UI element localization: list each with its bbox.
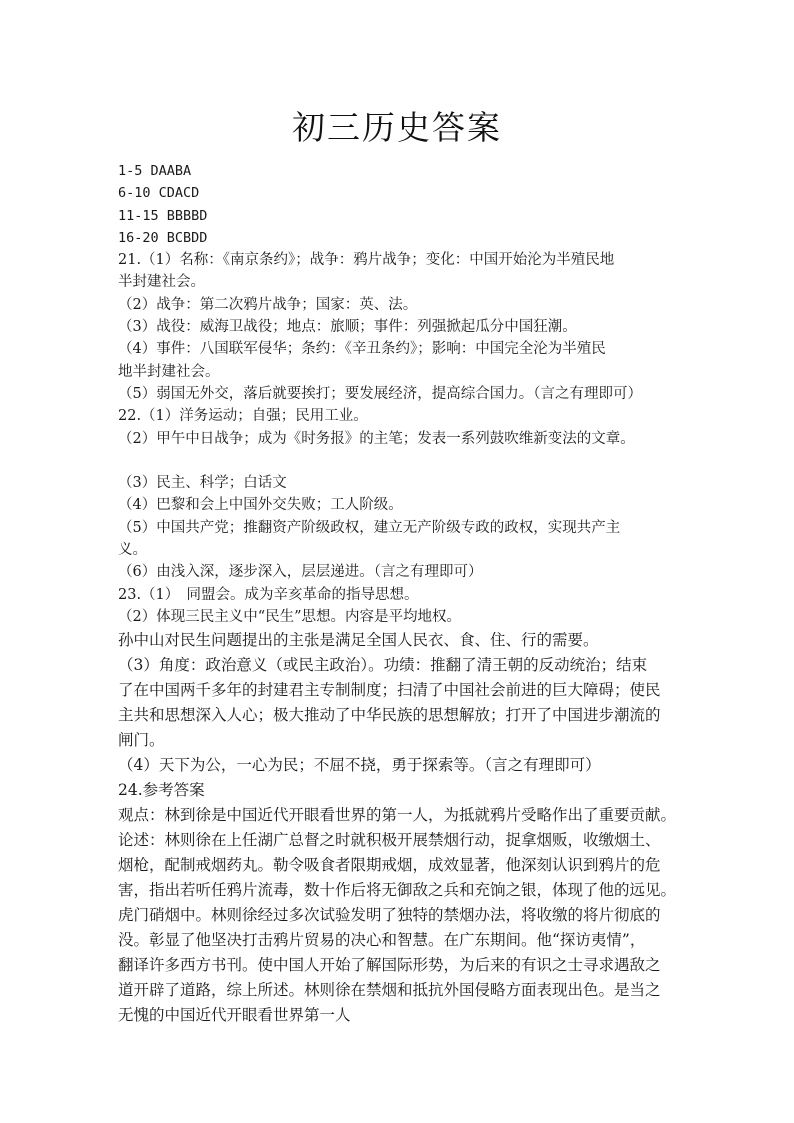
- answer-line: 翻译许多西方书刊。使中国人开始了解国际形势，为后来的有识之士寻求遇敌之: [118, 956, 661, 975]
- answer-line: 没。彰显了他坚决打击鸦片贸易的决心和智慧。在广东期间。他“探访夷情”，: [118, 931, 646, 950]
- answer-line: 无愧的中国近代开眼看世界第一人: [118, 1006, 351, 1025]
- answer-line: 义。: [118, 542, 147, 559]
- answer-line: 孙中山对民生问题提出的主张是满足全国人民衣、食、住、行的需要。: [118, 631, 599, 650]
- question-22-answer: [118, 405, 698, 583]
- answer-line: （6）由浅入深，逐步深入，层层递进。（言之有理即可）: [118, 564, 483, 581]
- answer-line: 烟枪，配制戒烟药丸。勒令吸食者限期戒烟，成效显著，他深刻认识到鸦片的危: [118, 856, 661, 875]
- answer-line: （3）角度：政治意义（或民主政治）。功绩：推翻了清王朝的反动统治；结束: [118, 656, 648, 675]
- answer-line: （4）事件：八国联军侵华；条约：《辛丑条约》；影响：中国完全沦为半殖民: [118, 341, 606, 358]
- answer-line: （2）体现三民主义中“民生”思想。内容是平均地权。: [118, 608, 462, 625]
- answer-line: 21.（1）名称：《南京条约》；战争：鸦片战争；变化：中国开始沦为半殖民地: [118, 252, 615, 269]
- mc-answer-line: 16-20 BCBDD: [118, 229, 208, 246]
- answer-line: （2）甲午中日战争；成为《时务报》的主笔；发表一系列鼓吹维新变法的文章。: [118, 430, 635, 447]
- answer-line: （4）天下为公，一心为民；不屈不挠，勇于探索等。（言之有理即可）: [118, 756, 601, 775]
- answer-line: 地半封建社会。: [118, 363, 220, 380]
- blank-line: [118, 450, 698, 472]
- mc-answer-line: 1-5 DAABA: [118, 163, 192, 179]
- mc-answer-line: 11-15 BBBBD: [118, 207, 208, 224]
- answer-line: （5）弱国无外交，落后就要挨打；要发展经济，提高综合国力。（言之有理即可）: [118, 385, 642, 402]
- answer-line: 论述：林则徐在上任湖广总督之时就积极开展禁烟行动，捉拿烟贩，收缴烟土、: [118, 831, 661, 850]
- answer-line: （3）民主、科学；白话文: [118, 475, 287, 492]
- answer-line: 虎门硝烟中。林则徐经过多次试验发明了独特的禁烟办法，将收缴的将片彻底的: [118, 906, 661, 925]
- answer-line: 观点：林到徐是中国近代开眼看世界的第一人，为抵就鸦片受略作出了重要贡献。: [118, 806, 677, 825]
- answer-line: （2）战争：第二次鸦片战争；国家：英、法。: [118, 296, 418, 313]
- answer-content: [118, 160, 698, 1028]
- mc-answer-line: 6-10 CDACD: [118, 185, 200, 202]
- question-24-answer: [118, 778, 698, 1028]
- page-title: 初三历史答案: [292, 108, 502, 147]
- question-21-answer: [118, 249, 698, 405]
- answer-line: （5）中国共产党；推翻资产阶级政权，建立无产阶级专政的政权，实现共产主: [118, 519, 621, 536]
- answer-line: 半封建社会。: [118, 274, 205, 291]
- answer-line: 24.参考答案: [118, 781, 205, 800]
- answer-line: 23.（1） 同盟会。成为辛亥革命的指导思想。: [118, 586, 419, 603]
- answer-line: 道开辟了道路，综上所述。林则徐在禁烟和抵抗外国侵略方面表现出色。是当之: [118, 981, 661, 1000]
- answer-line: 22.（1）洋务运动；自强；民用工业。: [118, 408, 368, 425]
- question-23-answer: [118, 584, 698, 779]
- answer-line: （3）战役：威海卫战役；地点：旅顺；事件：列强掀起瓜分中国狂潮。: [118, 319, 577, 336]
- answer-line: 了在中国两千多年的封建君主专制制度；扫清了中国社会前进的巨大障碍；使民: [118, 681, 661, 700]
- answer-line: 闸门。: [118, 731, 165, 750]
- answer-line: 主共和思想深入人心；极大推动了中华民族的思想解放；打开了中国进步潮流的: [118, 706, 661, 725]
- answer-line: （4）巴黎和会上中国外交失败；工人阶级。: [118, 497, 403, 514]
- multiple-choice-answers: [118, 160, 698, 249]
- answer-line: 害，指出若听任鸦片流毒，数十作后将无御敌之兵和充饷之银，体现了他的远见。: [118, 881, 677, 900]
